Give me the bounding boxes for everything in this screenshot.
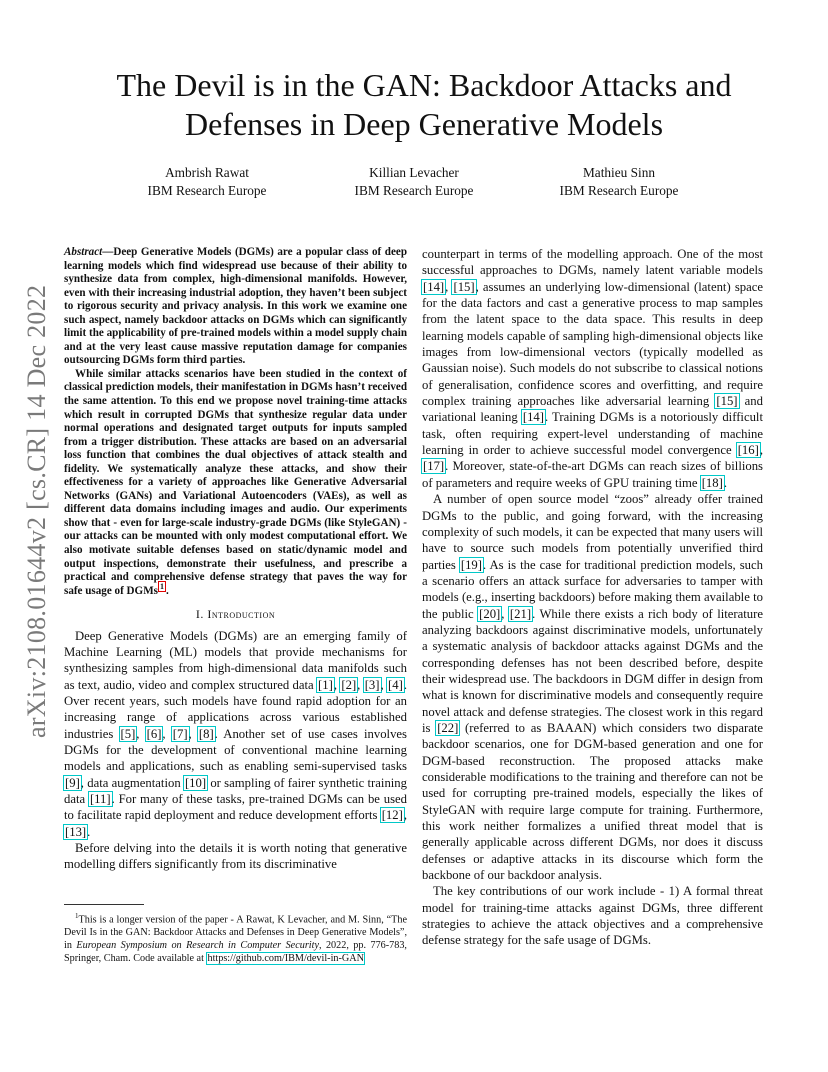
citation-link[interactable]: [9] <box>65 775 80 790</box>
citation-link[interactable]: [6] <box>146 726 162 741</box>
citation-link[interactable]: [11] <box>89 792 111 806</box>
paper-title: The Devil is in the GAN: Backdoor Attacks and Defenses in Deep Generative Models <box>116 67 732 142</box>
citation-link[interactable]: [12] <box>381 808 403 823</box>
footnote-venue: European Symposium on Research in Computer Security <box>76 940 319 952</box>
author-name: Killian Levacher <box>369 165 459 180</box>
citation-link[interactable]: [19] <box>460 557 482 572</box>
citation-link[interactable]: [7] <box>172 726 188 741</box>
abstract-label: Abstract <box>64 246 103 258</box>
citation-link[interactable]: [14] <box>423 279 445 294</box>
author-1 <box>97 164 317 200</box>
author-name: Ambrish Rawat <box>165 165 249 180</box>
section-heading: I. Introduction <box>195 607 276 622</box>
right-column <box>422 246 763 949</box>
abstract <box>64 246 407 598</box>
author-2 <box>304 164 524 200</box>
citation-link[interactable]: [18] <box>701 475 723 490</box>
citation-link[interactable]: [15] <box>453 279 475 294</box>
code-url-link[interactable]: https://github.com/IBM/devil-in-GAN <box>207 953 364 965</box>
citation-link[interactable]: [15] <box>716 394 738 409</box>
abstract-paragraph-1 <box>64 246 407 368</box>
citation-link[interactable]: [13] <box>65 824 87 839</box>
left-column <box>64 246 407 873</box>
author-affiliation: IBM Research Europe <box>559 183 679 198</box>
intro-paragraph-2-continued: counterpart in terms of the modelling approach. One of the most successful approaches to DGMs, namely latent variable models [14], [15], assumes an underlying low-dimensional (latent) space for the data factors and cast a generative process to map samples from the latent space to the data space. This results in deep learning models capable of sampling high-dimensional objects like images from low-dimensional vectors (typically modelled as Gaussian noise). Such models do not subscribe to classical notions of generalisation, confidence scores and overfitting, and require complex training approaches like adversarial learning [15] and variational leaning [14]. Training DGMs is a notoriously difficult task, often requiring expert-level understanding of machine learning in order to achieve successful model convergence [16], [17]. Moreover, state-of-the-art DGMs can reach sizes of billions of parameters and require weeks of GPU training time [18]. <box>422 247 763 490</box>
author-affiliation: IBM Research Europe <box>147 183 267 198</box>
citation-link[interactable]: [5] <box>120 726 136 741</box>
citation-link[interactable]: [4] <box>388 677 403 692</box>
citation-link[interactable]: [2] <box>341 677 357 692</box>
citation-link[interactable]: [10] <box>184 775 207 790</box>
footnote-mark: 1 <box>75 912 79 920</box>
citation-link[interactable]: [1] <box>318 677 333 692</box>
author-affiliation: IBM Research Europe <box>354 183 474 198</box>
arxiv-identifier: arXiv:2108.01644v2 [cs.CR] 14 Dec 2022 <box>22 284 51 738</box>
citation-link[interactable]: [8] <box>198 726 214 741</box>
citation-link[interactable]: [17] <box>423 459 445 474</box>
intro-paragraph-2: Before delving into the details it is worth noting that generative modelling differs significantly from its discriminative <box>64 841 407 872</box>
abstract-paragraph-2 <box>64 368 407 598</box>
abstract-text: While similar attacks scenarios have been studied in the context of classical prediction models, their manifestation in DGMs hasn’t received the same attention. To this end we propose novel training-time attacks which result in corrupted DGMs that synthesize regular data under normal operations and designated target outputs for inputs sampled from a trigger distribution. These attacks are based on an adversarial loss function that combines the dual objectives of attack stealth and fidelity. We systematically analyze these attacks, and show their effectiveness for a variety of approaches like Generative Adversarial Networks (GANs) and Variational Autoencoders (VAEs), as well as different data domains including images and audio. Our experiments show that - even for large-scale industry-grade DGMs (like StyleGAN) - our attacks can be mounted with only modest computational effort. We also motivate suitable defenses based on static/dynamic model and output inspections, demonstrate their usefulness, and prescribe a practical and comprehensive defense strategy that paves the way for safe usage of DGMs <box>64 367 407 597</box>
citation-link[interactable]: [3] <box>364 677 380 692</box>
intro-left <box>64 628 407 873</box>
author-3 <box>509 164 729 200</box>
intro-paragraph-3: A number of open source model “zoos” already offer trained DGMs to the public, and going forward, with the increasing complexity of such models, it can be expected that many users will have to source such models from potentially unverified third parties [19]. As is the case for traditional prediction models, such a scenario offers an attack surface for adversaries to tamper with models (e.g., inserting backdoors) before making them available to the public [20], [21]. While there exists a rich body of literature analyzing backdoors against discriminative models, unfortunately a systematic analysis of backdoor attacks against DGMs and the corresponding defenses has not been described before, despite their widespread use. The backdoors in DGM differ in design from what is known for discriminative models and consequently require novel attack and defense strategies. The closest work in this regard is [22] (referred to as BAAAN) which considers two disparate backdoor scenarios, one for DGM-based generation and one for DGM-based reconstruction. The proposed attacks make considerable modifications to the training and therefore can not be used for corrupting pre-trained models, especially the likes of StyleGAN with require large compute for training. Furthermore, this work neither formalizes a unified threat model that is generally applicable across different DGMs, nor does it discuss defenses or adaptive attacks in its discourse which form the backbone of our backdoor analysis. <box>422 492 764 883</box>
citation-link[interactable]: [21] <box>509 606 532 621</box>
citation-link[interactable]: [20] <box>479 606 501 621</box>
citation-link[interactable]: [16] <box>737 443 759 458</box>
footnote: $^1$This is a longer version of the paper - A Rawat, K Levacher, and M. Sinn, “The Devil Is in the GAN: Backdoor Attacks and Defenses in Deep Generative Models”, in European Symposium on Research in Computer Security, 2022, pp. 776-783, Springer, Cham. Code available at https://github.com/IBM/devil-in-GAN <box>64 912 407 965</box>
abstract-end: . <box>165 584 169 597</box>
footnote-rule <box>64 904 144 905</box>
author-name: Mathieu Sinn <box>582 165 656 180</box>
citation-link[interactable]: [14] <box>522 410 544 425</box>
footnote-link[interactable]: 1 <box>159 581 164 591</box>
intro-paragraph-4: The key contributions of our work include - 1) A formal threat model for training-time attacks against DGMs, three different strategies to achieve the attack objectives and a comprehensive defense strategy for the safe usage of DGMs. <box>422 884 763 948</box>
citation-link[interactable]: [22] <box>437 720 459 735</box>
abstract-text: —Deep Generative Models (DGMs) are a popular class of deep learning models which find widespread use because of their ability to synthesize data from complex, high-dimensional manifolds. However, even with their increasing industrial adoption, they haven’t been subject to rigorous security and privacy analysis. In this work we examine one such aspect, namely backdoor attacks on DGMs which can significantly limit the applicability of pre-trained models within a model supply chain and at the very least cause massive reputation damage for companies outsourcing DGMs form third parties. <box>64 246 407 367</box>
intro-paragraph-1: Deep Generative Models (DGMs) are an emerging family of Machine Learning (ML) models that provide mechanisms for synthesizing samples from high-dimensional data manifolds such as text, audio, video and complex structured data [1], [2], [3], [4]. Over recent years, such models have found rapid adoption for an increasing range of applications across various established industries [5], [6], [7], [8]. Another set of use cases involves DGMs for the development of conventional machine learning models and applications, such as enabling semi-supervised tasks [9], data augmentation [10] or sampling of fairer synthetic training data [11]. For many of these tasks, pre-trained DGMs can be used to facilitate rapid deployment and reduce development efforts [12], [13]. <box>64 628 407 839</box>
